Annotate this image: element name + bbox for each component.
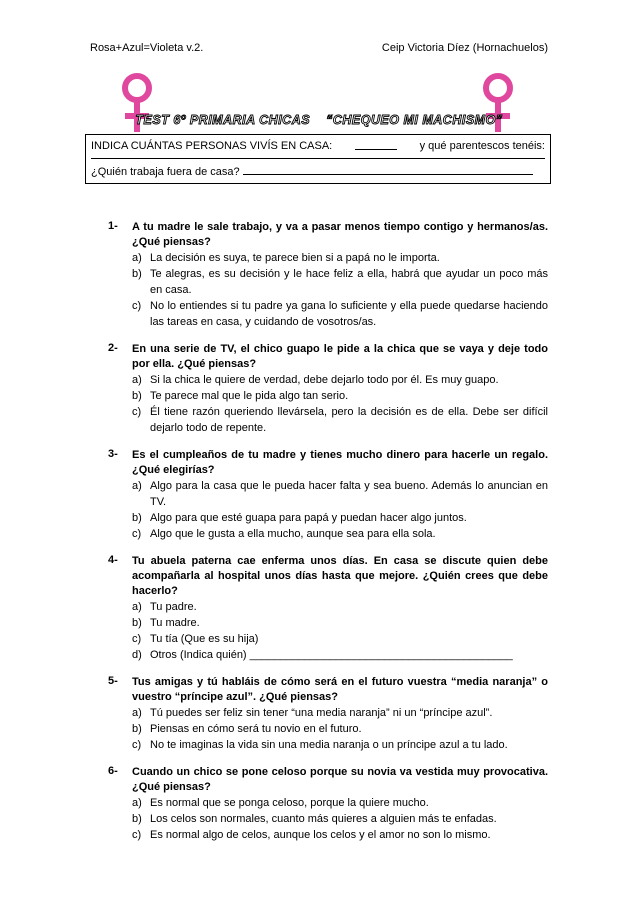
option-text: Tu madre.	[150, 617, 200, 629]
question-number: 3-	[108, 448, 118, 460]
answer-option[interactable]	[132, 647, 548, 663]
option-letter: c)	[132, 633, 142, 645]
answer-option[interactable]	[132, 795, 548, 811]
answer-option[interactable]	[132, 631, 548, 647]
option-letter: b)	[132, 723, 142, 735]
people-count-field[interactable]	[355, 139, 397, 150]
option-letter: a)	[132, 797, 142, 809]
option-letter: a)	[132, 252, 142, 264]
answer-option[interactable]	[132, 388, 548, 404]
title-part1: TEST 6º PRIMARIA CHICAS	[135, 113, 311, 127]
answer-option[interactable]	[132, 811, 548, 827]
answer-option[interactable]	[132, 372, 548, 388]
info-work-label: ¿Quién trabaja fuera de casa?	[91, 166, 240, 178]
question-text: En una serie de TV, el chico guapo le pide a la chica que se vaya y deje todo por ella. ¿Qué piensas?	[132, 343, 548, 370]
page-title	[0, 113, 638, 127]
question-number: 6-	[108, 765, 118, 777]
option-text: Es normal algo de celos, aunque los celos y el amor no son lo mismo.	[150, 829, 491, 841]
option-letter: d)	[132, 649, 142, 661]
option-text: La decisión es suya, te parece bien si a papá no le importa.	[150, 252, 440, 264]
answer-option[interactable]	[132, 478, 548, 510]
info-row-work	[91, 164, 545, 180]
answer-option[interactable]	[132, 599, 548, 615]
option-letter: c)	[132, 406, 142, 418]
answer-option[interactable]	[132, 737, 548, 753]
option-text: Te alegras, es su decisión y le hace feliz a ella, habrá que ayudar un poco más en casa.	[150, 268, 548, 296]
option-text: Tu tía (Que es su hija)	[150, 633, 259, 645]
option-text: Algo para que esté guapa para papá y puedan hacer algo juntos.	[150, 512, 467, 524]
option-letter: c)	[132, 739, 142, 751]
question-item	[108, 220, 548, 330]
option-letter: b)	[132, 512, 142, 524]
header-right: Ceip Victoria Díez (Hornachuelos)	[381, 42, 548, 54]
option-letter: c)	[132, 829, 142, 841]
question-number: 4-	[108, 554, 118, 566]
answer-option[interactable]	[132, 298, 548, 330]
page-header	[90, 42, 548, 54]
option-text: Algo que le gusta a ella mucho, aunque sea para ella sola.	[150, 528, 436, 540]
option-text: Algo para la casa que le pueda hacer falta y sea bueno. Además lo anuncian en TV.	[150, 480, 548, 508]
option-letter: b)	[132, 390, 142, 402]
answer-option[interactable]	[132, 705, 548, 721]
header-left: Rosa+Azul=Violeta v.2.	[90, 42, 204, 54]
option-letter: c)	[132, 300, 142, 312]
question-item	[108, 342, 548, 436]
answer-option[interactable]	[132, 510, 548, 526]
question-item	[108, 675, 548, 753]
info-relatives-label: y qué parentescos tenéis:	[419, 140, 545, 152]
option-text: Los celos son normales, cuanto más quieres a alguien más te enfadas.	[150, 813, 497, 825]
option-text: No lo entiendes si tu padre ya gana lo suficiente y ella puede quedarse haciendo las tareas en casa, y cuidando de vosotros/as.	[150, 300, 548, 328]
question-item	[108, 554, 548, 663]
answer-option[interactable]	[132, 721, 548, 737]
option-letter: a)	[132, 601, 142, 613]
option-text: Es normal que se ponga celoso, porque la quiere mucho.	[150, 797, 429, 809]
question-text: Tu abuela paterna cae enferma unos días. En casa se discute quien debe acompañarla al hospital unos días hasta que mejore. ¿Quién crees que debe hacerlo?	[132, 555, 548, 597]
option-text: Tu padre.	[150, 601, 197, 613]
option-letter: b)	[132, 813, 142, 825]
question-item	[108, 765, 548, 843]
question-text: Es el cumpleaños de tu madre y tienes mucho dinero para hacerle un regalo. ¿Qué elegirías?	[132, 449, 548, 476]
question-text: Cuando un chico se pone celoso porque su novia va vestida muy provocativa. ¿Qué piensas?	[132, 766, 548, 793]
answer-option[interactable]	[132, 404, 548, 436]
option-letter: a)	[132, 480, 142, 492]
answer-option[interactable]	[132, 827, 548, 843]
answer-option[interactable]	[132, 526, 548, 542]
option-text: No te imaginas la vida sin una media naranja o un príncipe azul a tu lado.	[150, 739, 508, 751]
question-text: A tu madre le sale trabajo, y va a pasar menos tiempo contigo y hermanos/as. ¿Qué piensas?	[132, 221, 548, 248]
info-people-label: INDICA CUÁNTAS PERSONAS VIVÍS EN CASA:	[91, 140, 333, 152]
question-text: Tus amigas y tú habláis de cómo será en el futuro vuestra “media naranja” o vuestro “príncipe azul”. ¿Qué piensas?	[132, 676, 548, 703]
answer-option[interactable]	[132, 615, 548, 631]
option-text: Otros (Indica quién) ___________________________________________	[150, 649, 513, 661]
question-number: 2-	[108, 342, 118, 354]
question-list	[108, 220, 548, 855]
relatives-answer-line[interactable]	[91, 154, 545, 159]
option-text: Él tiene razón queriendo llevársela, pero la decisión es de ella. Debe ser difícil dejarlo todo de repente.	[150, 406, 548, 434]
option-text: Piensas en cómo será tu novio en el futuro.	[150, 723, 362, 735]
option-letter: b)	[132, 268, 142, 280]
option-letter: a)	[132, 707, 142, 719]
question-number: 5-	[108, 675, 118, 687]
work-answer-field[interactable]	[243, 164, 533, 175]
household-info-box	[85, 134, 551, 184]
info-row-people	[91, 139, 545, 154]
question-number: 1-	[108, 220, 118, 232]
answer-option[interactable]	[132, 266, 548, 298]
option-letter: b)	[132, 617, 142, 629]
title-part2: “CHEQUEO MI MACHISMO”	[326, 113, 503, 127]
option-text: Si la chica le quiere de verdad, debe dejarlo todo por él. Es muy guapo.	[150, 374, 499, 386]
option-letter: a)	[132, 374, 142, 386]
option-text: Tú puedes ser feliz sin tener “una media naranja” ni un “príncipe azul”.	[150, 707, 493, 719]
question-item	[108, 448, 548, 542]
option-letter: c)	[132, 528, 142, 540]
answer-option[interactable]	[132, 250, 548, 266]
option-text: Te parece mal que le pida algo tan serio.	[150, 390, 349, 402]
